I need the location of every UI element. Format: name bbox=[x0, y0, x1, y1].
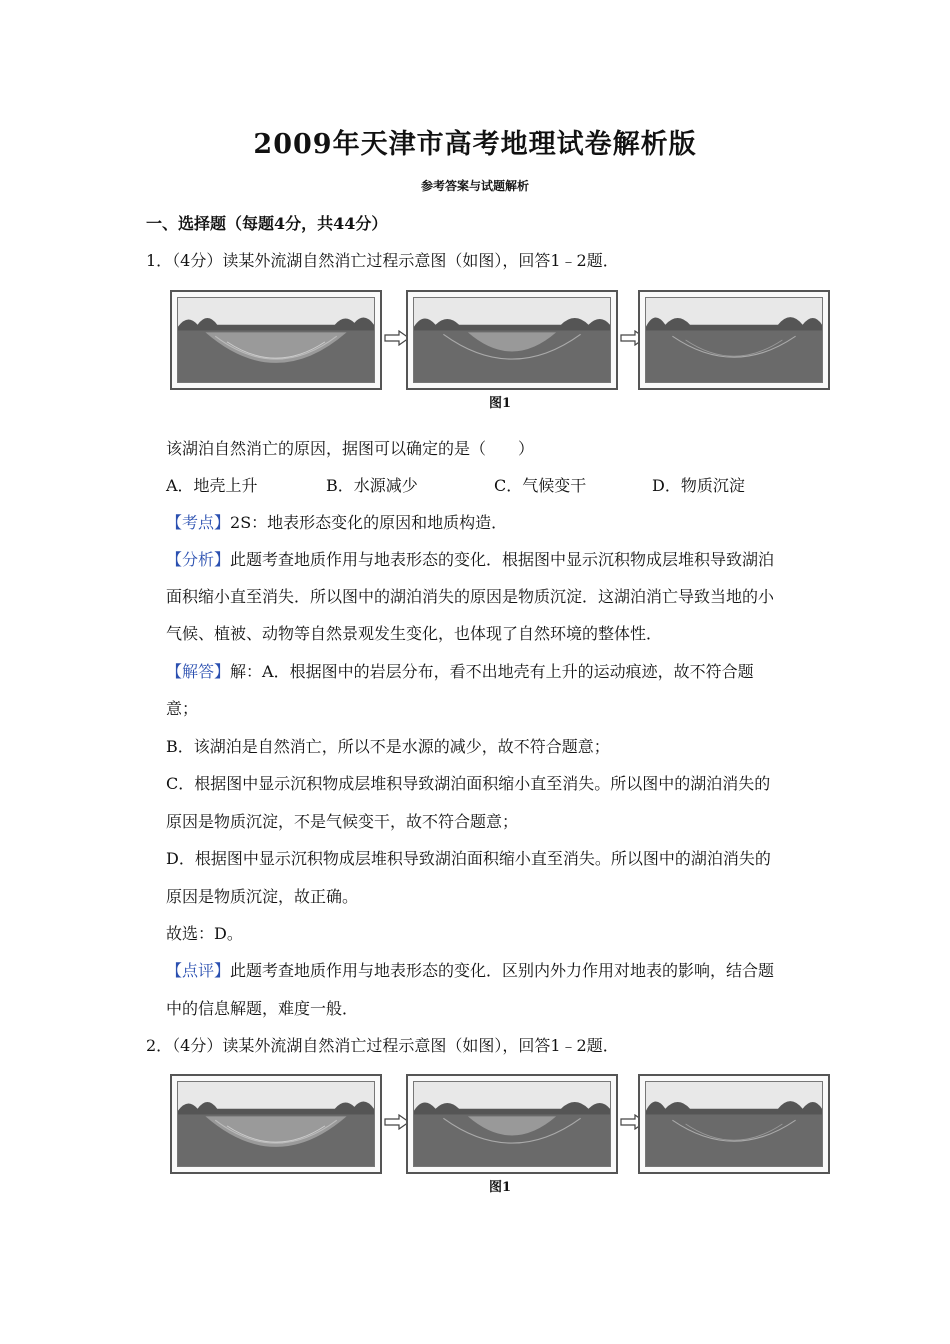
figure-caption: 图1 bbox=[488, 1180, 512, 1195]
jieda-d-line-2: 原因是物质沉淀，故正确。 bbox=[166, 887, 359, 906]
answer: 故选：D。 bbox=[166, 924, 243, 943]
q1-options bbox=[166, 473, 866, 495]
lake-stage-1-image bbox=[170, 290, 382, 390]
q1-figure bbox=[170, 290, 830, 411]
dianping-line-2: 中的信息解题，难度一般． bbox=[166, 999, 359, 1018]
section-heading: 一、选择题（每题4分，共44分） bbox=[146, 214, 388, 233]
fenxi-line-2: 面积缩小直至消失．所以图中的湖泊消失的原因是物质沉淀．这湖泊消亡导致当地的小 bbox=[166, 587, 775, 606]
q1-question: 该湖泊自然消亡的原因，据图可以确定的是（ ） bbox=[166, 439, 535, 458]
option-d: D．物质沉淀 bbox=[652, 476, 745, 495]
fenxi-line-1 bbox=[166, 547, 774, 570]
dianping-text-1: 此题考查地质作用与地表形态的变化．区别内外力作用对地表的影响，结合题 bbox=[230, 961, 775, 980]
page-subtitle: 参考答案与试题解析 bbox=[420, 179, 529, 193]
fenxi-line-3: 气候、植被、动物等自然景观发生变化，也体现了自然环境的整体性． bbox=[166, 624, 663, 643]
fenxi-label: 【分析】 bbox=[166, 550, 231, 569]
jieda-d-line-1: D．根据图中显示沉积物成层堆积导致湖泊面积缩小直至消失。所以图中的湖泊消失的 bbox=[166, 849, 771, 868]
option-c: C．气候变干 bbox=[494, 476, 587, 495]
lake-stage-2-image bbox=[406, 1074, 618, 1174]
dianping-label: 【点评】 bbox=[166, 961, 231, 980]
option-a: A．地壳上升 bbox=[166, 476, 258, 495]
kaodian-text: 2S：地表形态变化的原因和地质构造． bbox=[230, 513, 508, 532]
lake-stage-2-image bbox=[406, 290, 618, 390]
q2-stem: 2．（4分）读某外流湖自然消亡过程示意图（如图），回答1﹣2题． bbox=[146, 1036, 619, 1055]
lake-stage-3-image bbox=[638, 290, 830, 390]
jieda-line-2: 意； bbox=[166, 699, 199, 718]
jieda-line-1 bbox=[166, 659, 754, 682]
lake-stage-3-image bbox=[638, 1074, 830, 1174]
q2-figure bbox=[170, 1074, 830, 1195]
page-title: 2009年天津市高考地理试卷解析版 bbox=[253, 129, 697, 160]
fenxi-text-1: 此题考查地质作用与地表形态的变化．根据图中显示沉积物成层堆积导致湖泊 bbox=[230, 550, 775, 569]
lake-stage-1-image bbox=[170, 1074, 382, 1174]
kaodian bbox=[166, 510, 507, 533]
figure-caption: 图1 bbox=[488, 396, 512, 411]
jieda-text-1: 解：A．根据图中的岩层分布，看不出地壳有上升的运动痕迹，故不符合题 bbox=[230, 662, 754, 681]
jieda-c-line-1: C．根据图中显示沉积物成层堆积导致湖泊面积缩小直至消失。所以图中的湖泊消失的 bbox=[166, 774, 771, 793]
q1-stem: 1．（4分）读某外流湖自然消亡过程示意图（如图），回答1﹣2题． bbox=[146, 251, 619, 270]
jieda-c-line-2: 原因是物质沉淀，不是气候变干，故不符合题意； bbox=[166, 812, 519, 831]
jieda-label: 【解答】 bbox=[166, 662, 231, 681]
jieda-b: B．该湖泊是自然消亡，所以不是水源的减少，故不符合题意； bbox=[166, 737, 610, 756]
option-b: B．水源减少 bbox=[326, 476, 418, 495]
kaodian-label: 【考点】 bbox=[166, 513, 231, 532]
dianping-line-1 bbox=[166, 958, 774, 981]
